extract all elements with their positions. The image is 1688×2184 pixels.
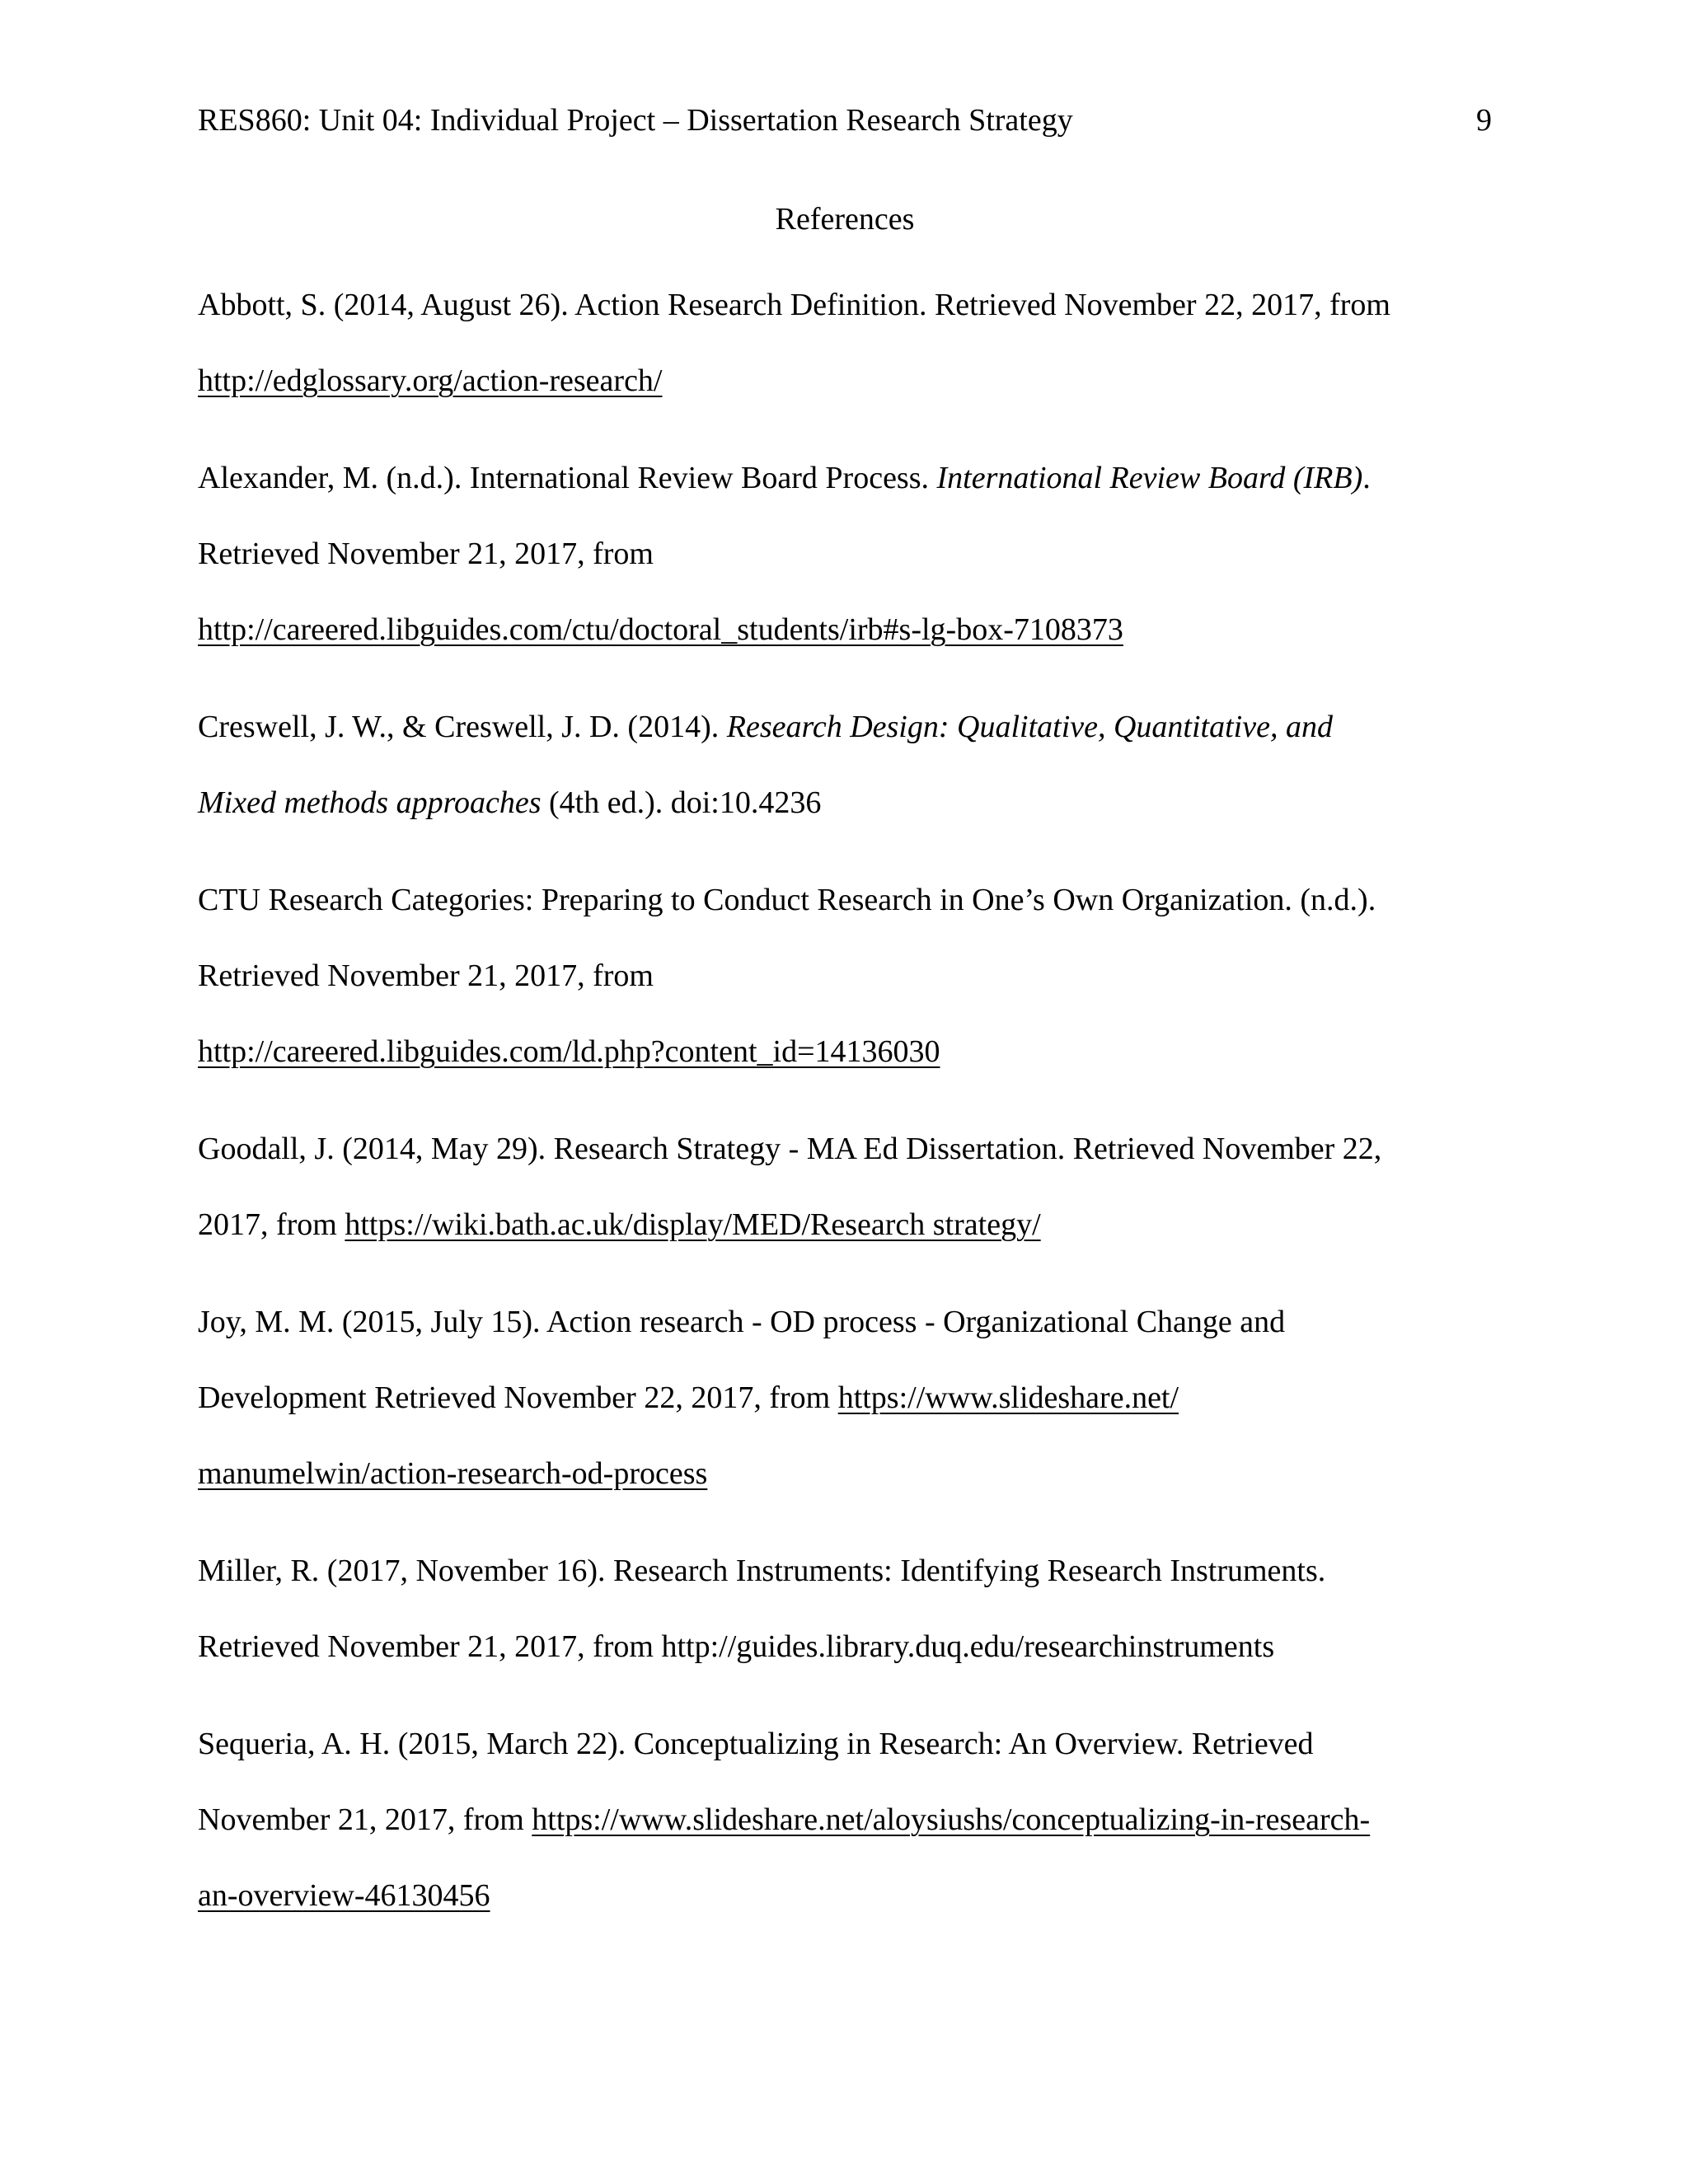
reference-entry (198, 1533, 1492, 1685)
reference-line (198, 1858, 1492, 1933)
reference-entry (198, 1111, 1492, 1263)
reference-line (198, 1111, 1492, 1187)
reference-text: 2017, from (198, 1207, 345, 1242)
reference-text: . (1362, 461, 1371, 495)
reference-link[interactable]: http://careered.libguides.com/ctu/doctoral_students/irb#s-lg-box-7108373 (198, 612, 1123, 647)
reference-text: November 21, 2017, from (198, 1802, 532, 1837)
reference-line (198, 689, 1492, 765)
reference-line (198, 1609, 1492, 1685)
references-heading: References (775, 202, 915, 237)
reference-line (198, 440, 1492, 516)
reference-link[interactable]: https://www.slideshare.net/aloysiushs/conceptualizing-in-research- (532, 1802, 1371, 1837)
reference-text: Joy, M. M. (2015, July 15). Action research - OD process - Organizational Change and (198, 1305, 1286, 1339)
page-number: 9 (1476, 103, 1492, 138)
reference-entry (198, 440, 1492, 668)
reference-text: Sequeria, A. H. (2015, March 22). Conceptualizing in Research: An Overview. Retrieved (198, 1727, 1314, 1761)
reference-text: CTU Research Categories: Preparing to Conduct Research in One’s Own Organization. (n.d.). (198, 883, 1376, 917)
reference-entry (198, 1284, 1492, 1511)
reference-text: Abbott, S. (2014, August 26). Action Research Definition. Retrieved November 22, 2017, from (198, 288, 1390, 322)
reference-line (198, 343, 1492, 419)
reference-line (198, 765, 1492, 841)
reference-link[interactable]: an-overview-46130456 (198, 1878, 490, 1913)
reference-line (198, 1014, 1492, 1090)
reference-entry (198, 862, 1492, 1090)
reference-text: Miller, R. (2017, November 16). Research Instruments: Identifying Research Instruments. (198, 1554, 1326, 1588)
reference-link[interactable]: https://www.slideshare.net/ (837, 1380, 1179, 1415)
reference-line (198, 1782, 1492, 1858)
reference-text: (4th ed.). doi:10.4236 (541, 785, 822, 820)
reference-line (198, 1360, 1492, 1436)
reference-link[interactable]: http://careered.libguides.com/ld.php?content_id=14136030 (198, 1034, 940, 1069)
reference-line (198, 1187, 1492, 1263)
reference-line (198, 938, 1492, 1014)
reference-text: Retrieved November 21, 2017, from (198, 958, 654, 993)
reference-line (198, 862, 1492, 938)
reference-text: Goodall, J. (2014, May 29). Research Strategy - MA Ed Dissertation. Retrieved November 22, (198, 1132, 1382, 1166)
reference-line (198, 1284, 1492, 1360)
running-head-title: RES860: Unit 04: Individual Project – Dissertation Research Strategy (198, 103, 1073, 138)
reference-text: Development Retrieved November 22, 2017, from (198, 1380, 838, 1415)
reference-text: Creswell, J. W., & Creswell, J. D. (2014). (198, 710, 727, 744)
reference-entry (198, 267, 1492, 419)
reference-italic-title: Research Design: Qualitative, Quantitative, and (726, 710, 1333, 744)
reference-text: Retrieved November 21, 2017, from (198, 537, 654, 571)
reference-italic-title: International Review Board (IRB) (936, 461, 1363, 495)
reference-line (198, 1533, 1492, 1609)
references-list (198, 267, 1492, 1955)
reference-line (198, 592, 1492, 668)
reference-link[interactable]: manumelwin/action-research-od-process (198, 1456, 708, 1491)
running-header (198, 97, 1492, 143)
reference-entry (198, 1706, 1492, 1933)
reference-link[interactable]: http://edglossary.org/action-research/ (198, 363, 663, 398)
reference-text: Retrieved November 21, 2017, from http://guides.library.duq.edu/researchinstruments (198, 1629, 1275, 1664)
reference-entry (198, 689, 1492, 841)
reference-line (198, 1436, 1492, 1511)
reference-text: Alexander, M. (n.d.). International Review Board Process. (198, 461, 937, 495)
reference-line (198, 1706, 1492, 1782)
reference-line (198, 516, 1492, 592)
reference-line (198, 267, 1492, 343)
reference-italic-title: Mixed methods approaches (198, 785, 542, 820)
reference-link[interactable]: https://wiki.bath.ac.uk/display/MED/Research strategy/ (345, 1207, 1041, 1242)
